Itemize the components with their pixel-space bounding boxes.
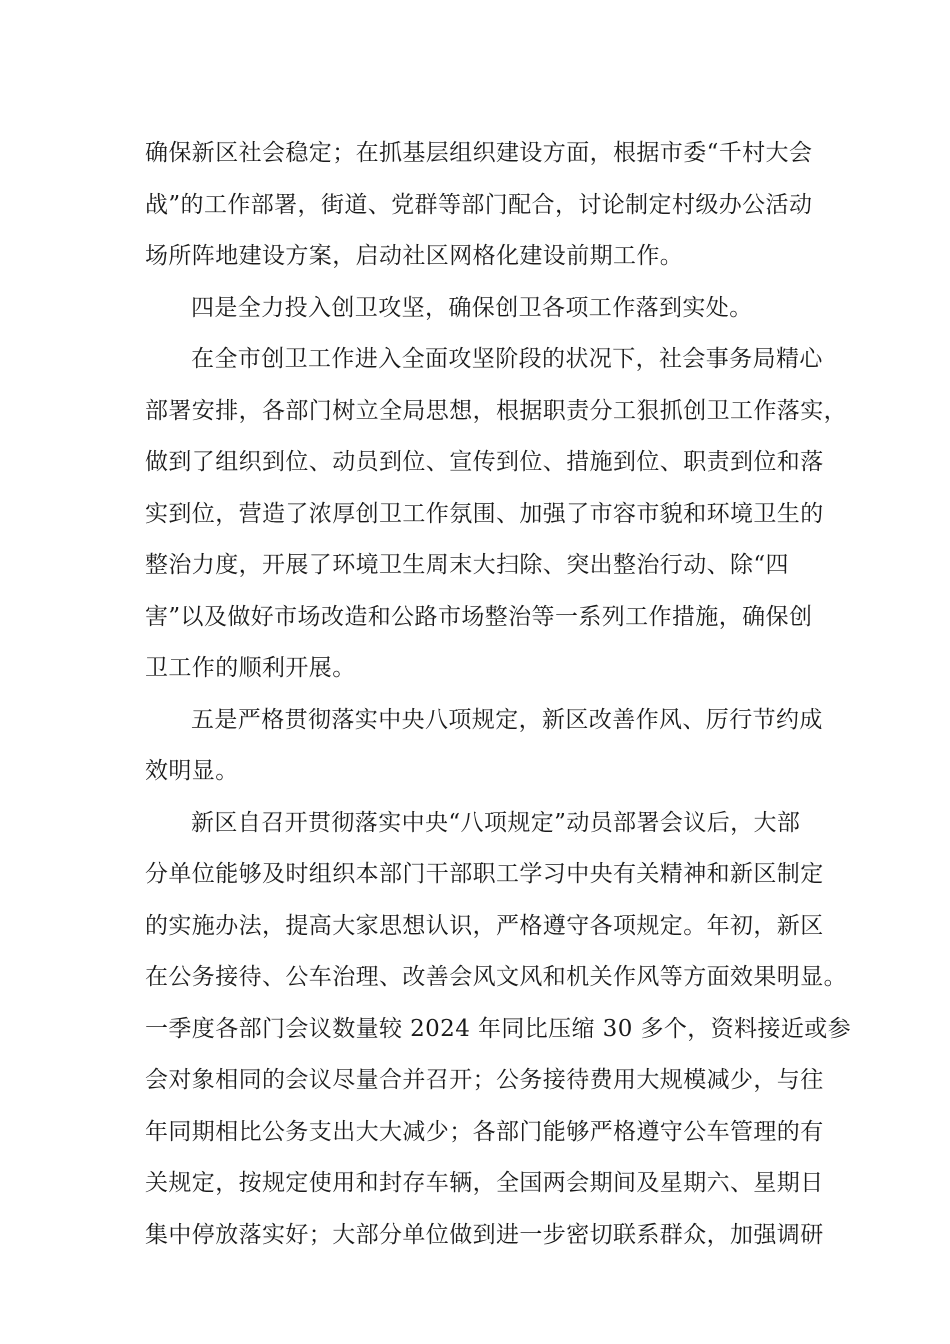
text-line: 实到位，营造了浓厚创卫工作氛围、加强了市容市貌和环境卫生的 <box>145 500 824 527</box>
body-text <box>145 128 852 1261</box>
section-heading: 五是严格贯彻落实中央八项规定，新区改善作风、厉行节约成 <box>191 706 823 733</box>
text-line: 关规定，按规定使用和封存车辆，全国两会期间及星期六、星期日 <box>145 1170 824 1196</box>
text-line: 效明显。 <box>145 758 239 784</box>
text-line: 新区自召开贯彻落实中央“八项规定”动员部署会议后，大部 <box>191 809 801 836</box>
text-line: 分单位能够及时组织本部门干部职工学习中央有关精神和新区制定 <box>145 861 824 887</box>
text-line: 一季度各部门会议数量较 2024 年同比压缩 30 多个，资料接近或参 <box>145 1015 852 1042</box>
text-line: 年同期相比公务支出大大减少；各部门能够严格遵守公车管理的有 <box>145 1118 824 1145</box>
text-line: 部署安排，各部门树立全局思想，根据职责分工狠抓创卫工作落实， <box>145 397 847 424</box>
text-line: 卫工作的顺利开展。 <box>145 655 356 681</box>
text-line: 害”以及做好市场改造和公路市场整治等一系列工作措施，确保创 <box>145 603 813 630</box>
text-line: 确保新区社会稳定；在抓基层组织建设方面，根据市委“千村大会 <box>145 140 813 166</box>
text-line: 在全市创卫工作进入全面攻坚阶段的状况下，社会事务局精心 <box>191 346 823 372</box>
text-line: 的实施办法，提高大家思想认识，严格遵守各项规定。年初，新区 <box>145 912 824 939</box>
text-line: 集中停放落实好；大部分单位做到进一步密切联系群众，加强调研 <box>145 1221 824 1248</box>
text-line: 会对象相同的会议尽量合并召开；公务接待费用大规模减少，与往 <box>145 1067 824 1093</box>
text-line: 场所阵地建设方案，启动社区网格化建设前期工作。 <box>145 243 684 269</box>
text-line: 做到了组织到位、动员到位、宣传到位、措施到位、职责到位和落 <box>145 449 824 475</box>
text-line: 战”的工作部署，街道、党群等部门配合，讨论制定村级办公活动 <box>145 191 813 218</box>
section-heading: 四是全力投入创卫攻坚，确保创卫各项工作落到实处。 <box>191 294 753 321</box>
text-line: 整治力度，开展了环境卫生周末大扫除、突出整治行动、除“四 <box>145 552 789 578</box>
text-line: 在公务接待、公车治理、改善会风文风和机关作风等方面效果明显。 <box>145 964 847 990</box>
